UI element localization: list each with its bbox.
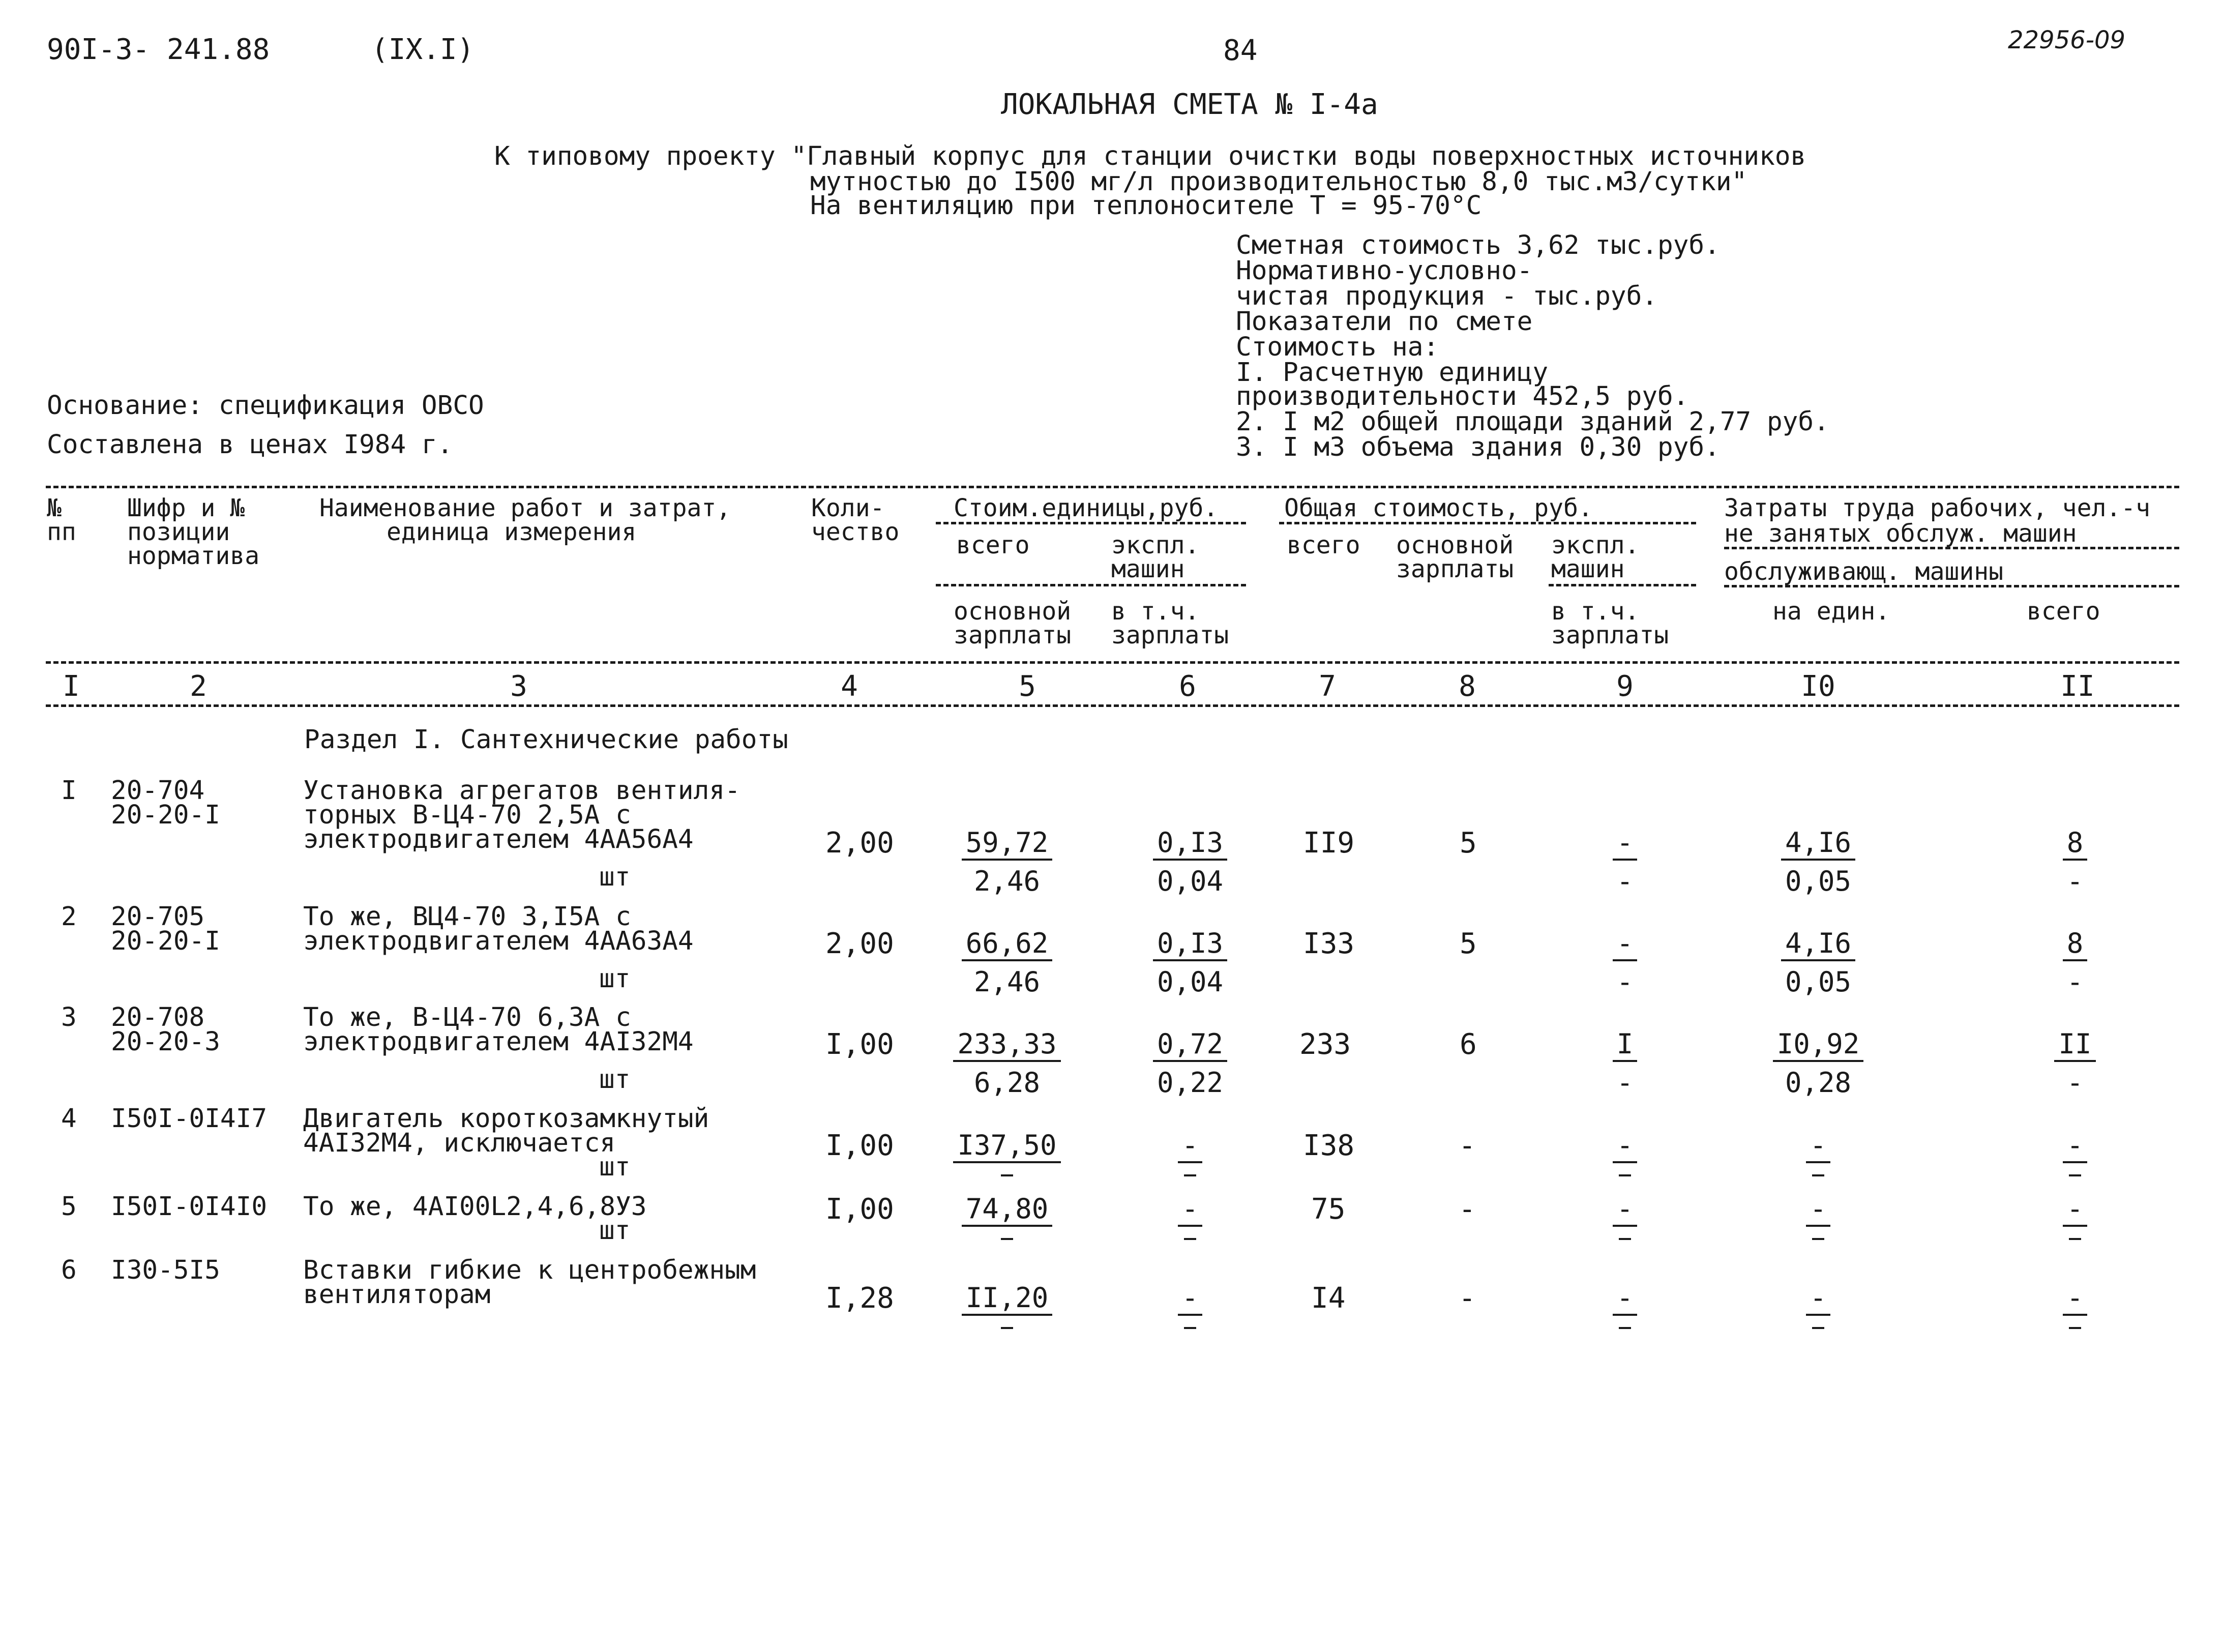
rule-labor-2 <box>1724 585 2179 587</box>
header-labor-3: обслуживающ. машины <box>1724 557 2004 586</box>
header-total-machines-2: машин <box>1551 555 1625 583</box>
row-unit: шт <box>599 1065 631 1095</box>
row-number: 6 <box>61 1255 77 1285</box>
summary-line-2: Нормативно-условно- <box>1236 256 1533 286</box>
row-total: I38 <box>1303 1129 1355 1162</box>
row-code-2: 20-20-I <box>111 926 220 956</box>
row-name-2: 4АI32М4, исключается <box>303 1128 616 1158</box>
header-unit-incl: в т.ч. <box>1111 597 1200 626</box>
header-labor-total: всего <box>2027 597 2100 626</box>
archive-number: 22956-09 <box>2008 26 2126 54</box>
rule-labor-1 <box>1724 547 2179 549</box>
total-machines: I - <box>1564 1030 1686 1097</box>
labor-total: - <box>2014 1284 2136 1329</box>
header-total-machines: экспл. <box>1551 531 1640 559</box>
row-total-wage: 5 <box>1460 827 1477 860</box>
header-total-incl-2: зарплаты <box>1551 621 1669 650</box>
col-number-4: 4 <box>841 670 858 703</box>
total-machines: - <box>1564 1195 1686 1240</box>
basis-foundation: Основание: спецификация ОВСО <box>47 391 484 421</box>
document-code: 90I-3- 241.88 <box>47 33 270 66</box>
row-code: 20-704 <box>111 776 205 806</box>
header-unit-total: всего <box>956 531 1030 559</box>
project-line-2: мутностью до I500 мг/л производительностью 8,0 тыс.м3/сутки" <box>810 167 1747 197</box>
header-total-wage: основной <box>1396 531 1514 559</box>
header-num: № <box>47 494 62 522</box>
column-number-rule <box>46 704 2179 707</box>
header-labor: Затраты труда рабочих, чел.-ч <box>1724 494 2151 522</box>
unit-cost-total: $\frac{59,72}{2,46}$ <box>946 829 1068 895</box>
total-machines: - <box>1564 1284 1686 1329</box>
table-top-rule <box>46 486 2179 488</box>
unit-cost-machines: $\frac{0,I3}{0,04}$ <box>1129 930 1251 996</box>
header-total-cost: Общая стоимость, руб. <box>1284 494 1593 522</box>
row-unit: шт <box>599 1152 631 1182</box>
row-name-2: вентиляторам <box>303 1280 491 1310</box>
row-qty: 2,00 <box>825 827 894 860</box>
row-total: 75 <box>1311 1193 1346 1226</box>
row-code: I30-5I5 <box>111 1255 220 1285</box>
header-num-2: пп <box>47 518 76 546</box>
row-number: I <box>61 776 77 806</box>
row-name-2: электродвигателем 4АА63А4 <box>303 926 694 956</box>
col-number-5: 5 <box>1019 670 1036 703</box>
row-name-2: электродвигателем 4АI32М4 <box>303 1027 694 1057</box>
header-unit-machines: экспл. <box>1111 531 1200 559</box>
row-total: II9 <box>1303 827 1355 860</box>
labor-total: - <box>2014 1132 2136 1176</box>
summary-unit-1: I. Расчетную единицу <box>1236 358 1549 388</box>
unit-cost-machines: $\frac{0,I3}{0,04}$ <box>1129 829 1251 895</box>
labor-total: - <box>2014 1195 2136 1240</box>
row-total: I33 <box>1303 927 1355 960</box>
row-name: То же, 4АI00L2,4,6,8У3 <box>303 1192 647 1222</box>
row-code-2: 20-20-I <box>111 800 220 830</box>
document-title: ЛОКАЛЬНАЯ СМЕТА № I-4а <box>1001 88 1378 121</box>
total-machines: - - <box>1564 930 1686 996</box>
section-code: (IX.I) <box>371 33 475 66</box>
row-total-wage: 6 <box>1460 1028 1477 1061</box>
header-code: Шифр и № <box>127 494 245 522</box>
summary-unit-2: 2. I м2 общей площади зданий 2,77 руб. <box>1236 407 1829 437</box>
labor-per-unit: - <box>1757 1284 1879 1329</box>
row-name: Установка агрегатов вентиля- <box>303 776 740 806</box>
rule-unit-sub <box>936 584 1246 586</box>
header-code-3: норматива <box>127 542 260 570</box>
labor-total: 8 - <box>2014 930 2136 996</box>
header-unit-wage-2: зарплаты <box>954 621 1072 650</box>
summary-unit-3: 3. I м3 объема здания 0,30 руб. <box>1236 432 1720 462</box>
row-total: 233 <box>1299 1028 1351 1061</box>
header-unit-incl-2: зарплаты <box>1111 621 1229 650</box>
summary-net-product: чистая продукция - тыс.руб. <box>1236 281 1658 311</box>
row-total-wage: 5 <box>1460 927 1477 960</box>
unit-cost-machines: - <box>1129 1195 1251 1240</box>
col-number-10: I0 <box>1801 670 1835 703</box>
unit-cost-total: I37,50 <box>946 1132 1068 1176</box>
summary-unit-1-value: производительности 452,5 руб. <box>1236 381 1689 411</box>
labor-per-unit: $\frac{I0,92}{0,28}$ <box>1757 1030 1879 1097</box>
row-name: Вставки гибкие к центробежным <box>303 1255 756 1285</box>
row-code: I50I-0I4I0 <box>111 1192 268 1222</box>
labor-per-unit: $\frac{4,I6}{0,05}$ <box>1757 930 1879 996</box>
row-number: 2 <box>61 902 77 932</box>
rule-unit-cost <box>936 522 1246 524</box>
labor-per-unit: - <box>1757 1195 1879 1240</box>
unit-cost-total: 74,80 <box>946 1195 1068 1240</box>
header-labor-2: не занятых обслуж. машин <box>1724 519 2077 548</box>
labor-per-unit: - <box>1757 1132 1879 1176</box>
row-code: I50I-0I4I7 <box>111 1104 268 1134</box>
total-machines: - <box>1564 1132 1686 1176</box>
section-title: Раздел I. Сантехнические работы <box>304 725 788 755</box>
col-number-11: II <box>2060 670 2095 703</box>
basis-prices: Составлена в ценах I984 г. <box>47 430 453 460</box>
row-number: 3 <box>61 1002 77 1032</box>
row-name-2: торных В-Ц4-70 2,5А с <box>303 800 631 830</box>
table-header-rule <box>46 661 2179 664</box>
row-number: 5 <box>61 1192 77 1222</box>
row-name: То же, ВЦ4-70 3,I5А с <box>303 902 631 932</box>
project-line-1: К типовому проекту "Главный корпус для станции очистки воды поверхностных источников <box>494 141 1806 171</box>
row-code-2: 20-20-3 <box>111 1027 220 1057</box>
col-number-8: 8 <box>1459 670 1476 703</box>
row-qty: I,28 <box>825 1282 894 1315</box>
col-number-1: I <box>63 670 80 703</box>
header-unit-cost: Стоим.единицы,руб. <box>954 494 1219 522</box>
project-line-3: На вентиляцию при теплоносителе Т = 95-70°С <box>810 191 1482 221</box>
header-labor-unit: на един. <box>1772 597 1890 626</box>
row-total-wage: - <box>1459 1193 1476 1226</box>
row-total: I4 <box>1311 1282 1346 1315</box>
row-code: 20-708 <box>111 1002 205 1032</box>
row-unit: шт <box>599 1216 631 1246</box>
header-unit-machines-2: машин <box>1111 555 1185 583</box>
total-machines: - - <box>1564 829 1686 895</box>
row-qty: I,00 <box>825 1129 894 1162</box>
header-total-wage-2: зарплаты <box>1396 555 1514 583</box>
summary-indicators: Показатели по смете <box>1236 307 1533 337</box>
labor-total: 8 - <box>2014 829 2136 895</box>
unit-cost-total: $\frac{233,33}{6,28}$ <box>946 1030 1068 1097</box>
header-qty-2: чество <box>811 518 900 546</box>
row-unit: шт <box>599 862 631 892</box>
row-number: 4 <box>61 1104 77 1134</box>
summary-estimated-cost: Сметная стоимость 3,62 тыс.руб. <box>1236 230 1720 260</box>
row-qty: 2,00 <box>825 927 894 960</box>
row-qty: I,00 <box>825 1193 894 1226</box>
header-name-2: единица измерения <box>387 518 637 546</box>
row-qty: I,00 <box>825 1028 894 1061</box>
row-total-wage: - <box>1459 1129 1476 1162</box>
row-unit: шт <box>599 964 631 994</box>
header-total: всего <box>1287 531 1360 559</box>
unit-cost-machines: - <box>1129 1132 1251 1176</box>
unit-cost-machines: $\frac{0,72}{0,22}$ <box>1129 1030 1251 1097</box>
summary-cost-per: Стоимость на: <box>1236 332 1439 362</box>
rule-total-sub <box>1549 584 1696 586</box>
header-code-2: позиции <box>127 518 230 546</box>
page-number: 84 <box>1223 34 1258 67</box>
labor-per-unit: $\frac{4,I6}{0,05}$ <box>1757 829 1879 895</box>
header-qty: Коли- <box>811 494 885 522</box>
col-number-6: 6 <box>1179 670 1196 703</box>
col-number-2: 2 <box>190 670 207 703</box>
unit-cost-total: $\frac{66,62}{2,46}$ <box>946 930 1068 996</box>
row-name: То же, В-Ц4-70 6,3А с <box>303 1002 631 1032</box>
rule-total-cost <box>1279 522 1696 524</box>
labor-total: II - <box>2014 1030 2136 1097</box>
unit-cost-total: II,20 <box>946 1284 1068 1329</box>
header-name: Наименование работ и затрат, <box>319 494 731 522</box>
header-unit-wage: основной <box>954 597 1072 626</box>
row-name-3: электродвигателем 4АА56А4 <box>303 824 694 854</box>
row-code: 20-705 <box>111 902 205 932</box>
col-number-7: 7 <box>1319 670 1336 703</box>
row-total-wage: - <box>1459 1282 1476 1315</box>
row-name: Двигатель короткозамкнутый <box>303 1104 709 1134</box>
col-number-9: 9 <box>1616 670 1634 703</box>
col-number-3: 3 <box>510 670 527 703</box>
unit-cost-machines: - <box>1129 1284 1251 1329</box>
header-total-incl: в т.ч. <box>1551 597 1640 626</box>
